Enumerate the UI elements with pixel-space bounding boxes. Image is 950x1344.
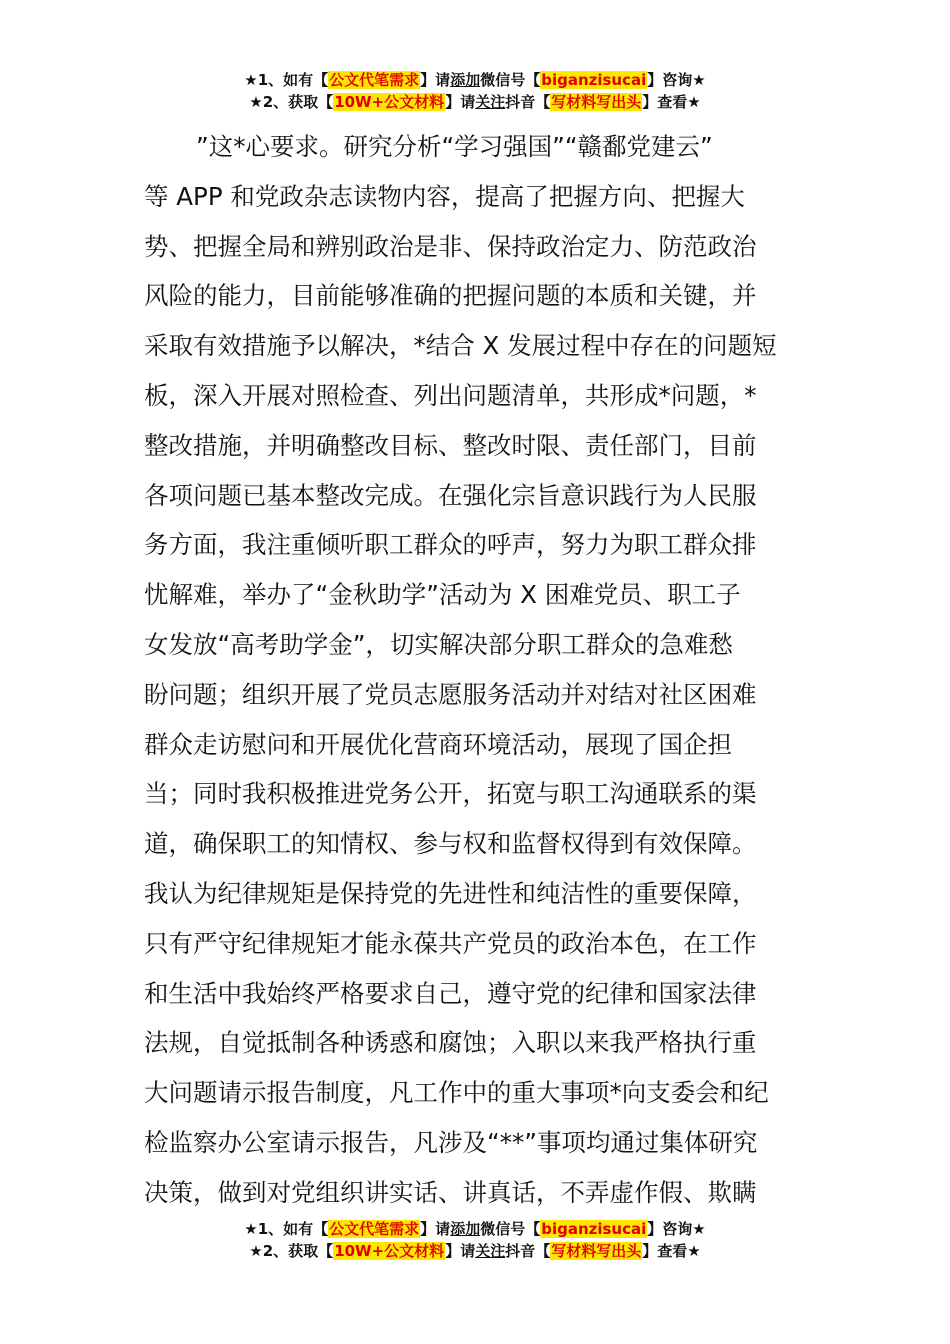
highlight-wechat-id: biganzisucai <box>541 1220 647 1238</box>
body-line: 法规，自觉抵制各种诱惑和腐蚀；入职以来我严格执行重 <box>144 1028 757 1058</box>
body-line: 和生活中我始终严格要求自己，遵守党的纪律和国家法律 <box>144 978 757 1008</box>
banner-line-1: ★1、如有【公文代笔需求】请添加微信号【biganzisucai】咨询★ <box>244 71 706 89</box>
body-line: 盼问题；组织开展了党员志愿服务活动并对结对社区困难 <box>144 679 757 709</box>
body-line: 各项问题已基本整改完成。在强化宗旨意识践行为人民服 <box>144 480 757 510</box>
banner-line-2: ★2、获取【10W+公文材料】请关注抖音【写材料写出头】查看★ <box>249 93 701 111</box>
body-line: 板，深入开展对照检查、列出问题清单，共形成*问题，* <box>144 380 757 410</box>
body-line: ”这*心要求。研究分析“学习强国”“赣鄱党建云” <box>196 132 713 161</box>
body-line: 忧解难，举办了“金秋助学”活动为 X 困难党员、职工子 <box>144 580 741 610</box>
banner-line-1: ★1、如有【公文代笔需求】请添加微信号【biganzisucai】咨询★ <box>244 1220 706 1238</box>
body-line: 决策，做到对党组织讲实话、讲真话，不弄虚作假、欺瞒 <box>144 1177 757 1207</box>
banner-line-2: ★2、获取【10W+公文材料】请关注抖音【写材料写出头】查看★ <box>249 1242 701 1260</box>
body-line: 检监察办公室请示报告，凡涉及“**”事项均通过集体研究 <box>144 1127 758 1157</box>
body-line: 女发放“高考助学金”，切实解决部分职工群众的急难愁 <box>144 629 733 659</box>
body-line: 采取有效措施予以解决，*结合 X 发展过程中存在的问题短 <box>144 331 777 361</box>
body-line: 风险的能力，目前能够准确的把握问题的本质和关键，并 <box>144 281 757 311</box>
body-line: 务方面，我注重倾听职工群众的呼声，努力为职工群众排 <box>144 530 757 560</box>
body-line: 我认为纪律规矩是保持党的先进性和纯洁性的重要保障， <box>144 878 757 908</box>
document-body <box>144 122 812 1218</box>
body-line: 当；同时我积极推进党务公开，拓宽与职工沟通联系的渠 <box>144 779 757 809</box>
body-line: 等 APP 和党政杂志读物内容，提高了把握方向、把握大 <box>144 181 745 211</box>
highlight-materials: 10W+公文材料 <box>334 1242 445 1260</box>
bottom-banner <box>0 1218 950 1262</box>
highlight-douyin: 写材料写出头 <box>551 93 642 111</box>
body-line: 群众走访慰问和开展优化营商环境活动，展现了国企担 <box>144 729 732 759</box>
body-line: 势、把握全局和辨别政治是非、保持政治定力、防范政治 <box>144 231 757 261</box>
body-line: 大问题请示报告制度，凡工作中的重大事项*向支委会和纪 <box>144 1078 769 1108</box>
highlight-douyin: 写材料写出头 <box>551 1242 642 1260</box>
highlight-wechat-id: biganzisucai <box>541 71 647 89</box>
body-line: 只有严守纪律规矩才能永葆共产党员的政治本色，在工作 <box>144 928 757 958</box>
body-line: 整改措施，并明确整改目标、整改时限、责任部门，目前 <box>144 430 757 460</box>
highlight-service: 公文代笔需求 <box>329 71 420 89</box>
highlight-service: 公文代笔需求 <box>329 1220 420 1238</box>
highlight-materials: 10W+公文材料 <box>334 93 445 111</box>
top-banner <box>0 69 950 113</box>
body-line: 道，确保职工的知情权、参与权和监督权得到有效保障。 <box>144 829 757 859</box>
